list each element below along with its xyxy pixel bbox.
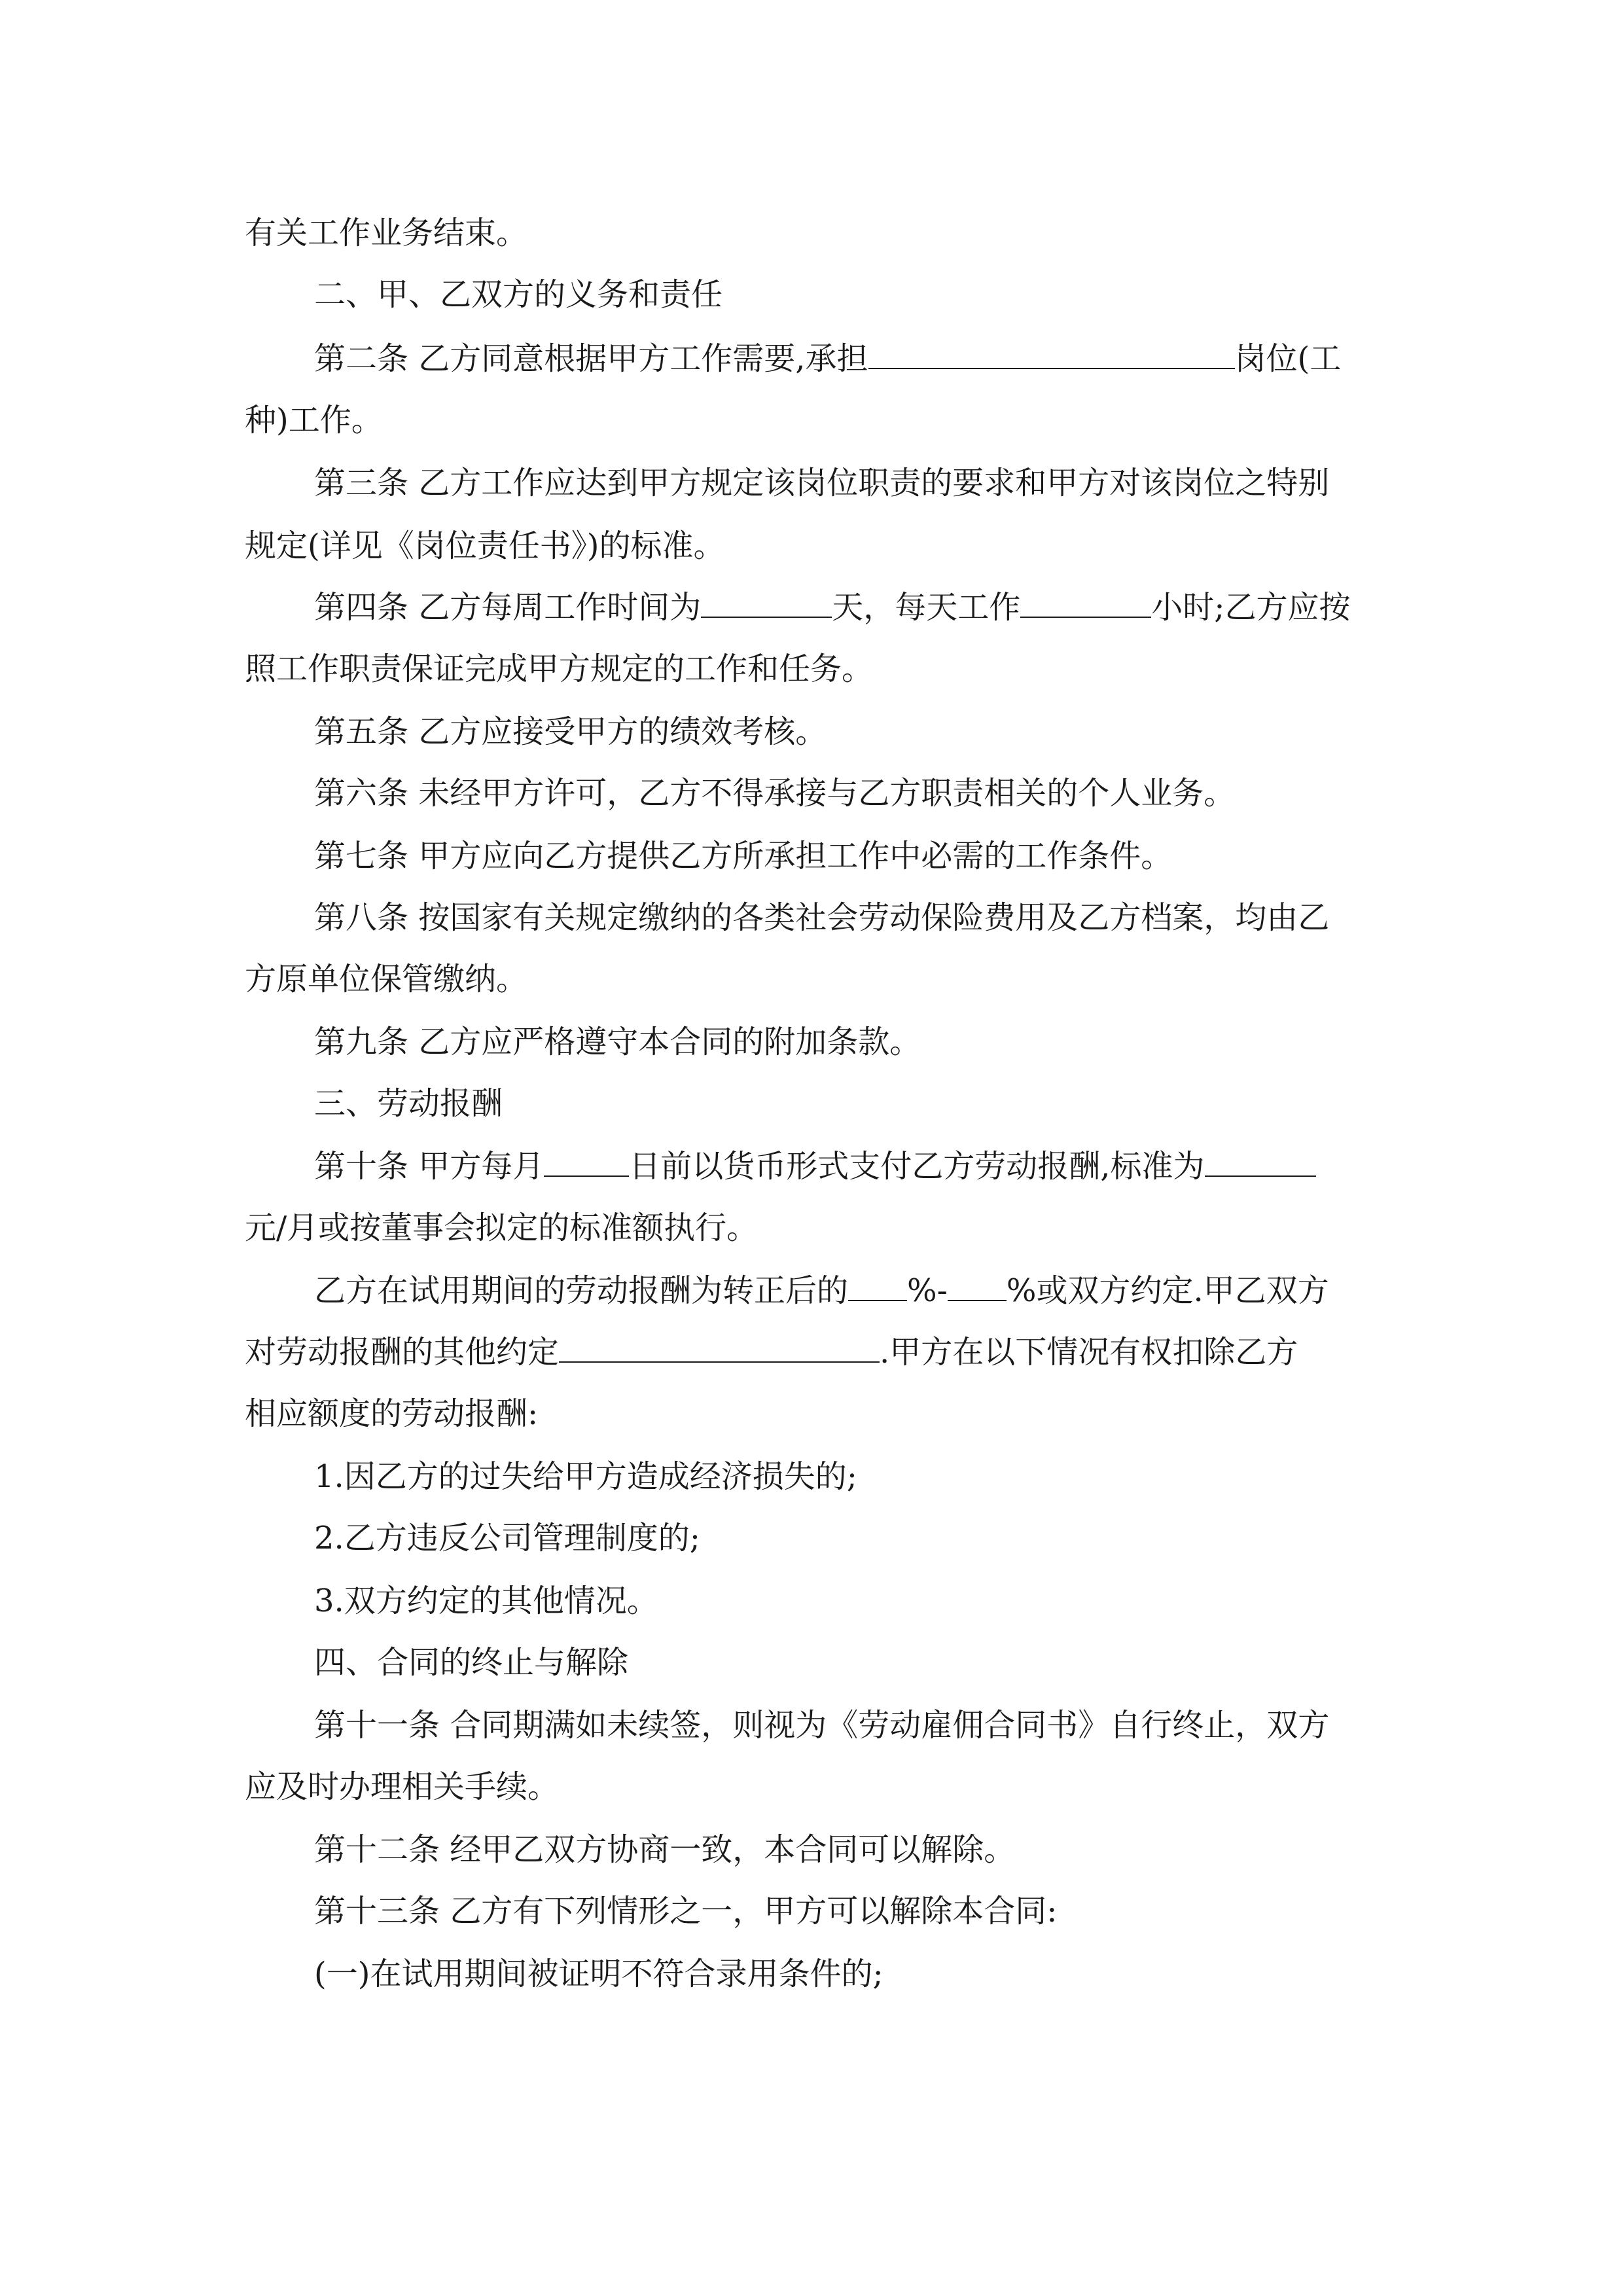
clause-11: 第十一条 合同期满如未续签，则视为《劳动雇佣合同书》自行终止，双方 [314,1707,1330,1744]
paragraph-line: 应及时办理相关手续。 [245,1768,560,1805]
clause-text: 第十条 甲方每月 [314,1148,544,1185]
list-item: 3.双方约定的其他情况。 [314,1583,658,1619]
clause-7: 第七条 甲方应向乙方提供乙方所承担工作中必需的工作条件。 [314,838,1173,874]
clause-text: 对劳动报酬的其他约定 [245,1334,560,1371]
list-item: (一)在试用期间被证明不符合录用条件的; [314,1956,883,1992]
paragraph-line: 有关工作业务结束。 [245,215,528,251]
paragraph-line: 元/月或按董事会拟定的标准额执行。 [245,1210,758,1246]
fill-blank [1205,1147,1316,1177]
paragraph-line: 相应额度的劳动报酬: [245,1395,539,1432]
probation-pay [314,1271,1623,1310]
clause-text: 天，每天工作 [832,589,1021,626]
list-item: 1.因乙方的过失给甲方造成经济损失的; [314,1458,857,1495]
clause-text: 日前以货币形式支付乙方劳动报酬,标准为 [629,1148,1205,1185]
clause-9: 第九条 乙方应严格遵守本合同的附加条款。 [314,1024,921,1060]
list-item: 2.乙方违反公司管理制度的; [314,1520,700,1556]
clause-text: %或双方约定.甲乙双方 [1006,1272,1329,1309]
clause-text: 乙方在试用期间的劳动报酬为转正后的 [314,1272,849,1309]
clause-text: 第四条 乙方每周工作时间为 [314,589,702,626]
clause-10 [314,1147,1623,1186]
paragraph-line: 方原单位保管缴纳。 [245,961,528,997]
paragraph-line: 种)工作。 [245,402,383,439]
section-heading: 二、甲、乙双方的义务和责任 [314,276,723,313]
clause-text: .甲方在以下情况有权扣除乙方 [880,1334,1298,1371]
fill-blank [1020,588,1151,618]
clause-13: 第十三条 乙方有下列情形之一，甲方可以解除本合同: [314,1893,1058,1929]
paragraph-line: 照工作职责保证完成甲方规定的工作和任务。 [245,651,874,687]
clause-text: %- [907,1272,948,1309]
clause-6: 第六条 未经甲方许可，乙方不得承接与乙方职责相关的个人业务。 [314,775,1236,812]
fill-blank [701,588,832,618]
paragraph-line [245,1333,1623,1372]
fill-blank [544,1147,629,1177]
clause-8: 第八条 按国家有关规定缴纳的各类社会劳动保险费用及乙方档案，均由乙 [314,899,1330,936]
fill-blank [559,1333,880,1363]
clause-text: 小时;乙方应按 [1151,589,1351,626]
clause-5: 第五条 乙方应接受甲方的绩效考核。 [314,713,827,750]
fill-blank [868,339,1235,369]
paragraph-line: 规定(详见《岗位责任书》)的标准。 [245,528,725,564]
fill-blank [848,1271,907,1301]
clause-4 [314,588,1623,627]
section-heading: 三、劳动报酬 [314,1085,503,1122]
clause-text: 第二条 乙方同意根据甲方工作需要,承担 [314,340,868,377]
section-heading: 四、合同的终止与解除 [314,1644,629,1681]
clause-12: 第十二条 经甲乙双方协商一致，本合同可以解除。 [314,1831,1016,1868]
fill-blank [948,1271,1007,1301]
clause-3: 第三条 乙方工作应达到甲方规定该岗位职责的要求和甲方对该岗位之特别 [314,465,1330,501]
clause-text: 岗位(工 [1234,340,1342,377]
clause-2 [314,339,1623,378]
